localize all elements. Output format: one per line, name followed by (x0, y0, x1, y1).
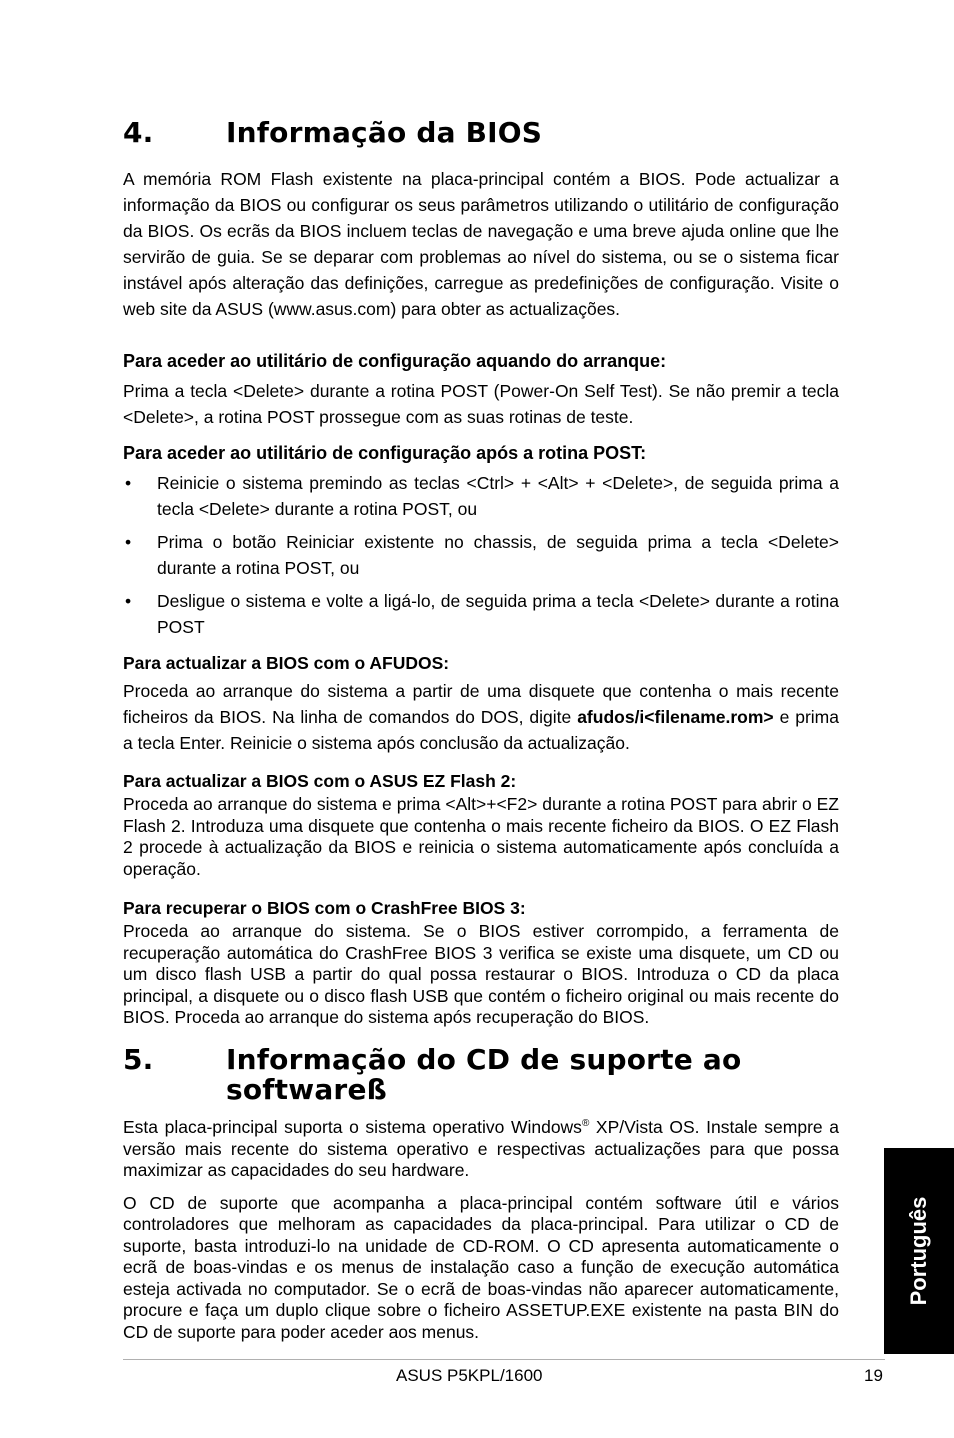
afudos-block (123, 650, 839, 756)
boot-block (123, 348, 839, 430)
section-5-number: 5. (123, 1043, 154, 1076)
page-number: 19 (864, 1366, 883, 1385)
para-2-text-end: existente na pasta BIN do CD de suporte para poder aceder aos menus. (123, 1300, 839, 1342)
afudos-text-start: Proceda ao arranque do sistema a partir de uma disquete que contenha o mais recente ficheiros da BIOS. Na linha de comandos do DOS, digite (123, 681, 839, 727)
ezflash-heading: Para actualizar a BIOS com o ASUS EZ Flash 2: (123, 771, 517, 791)
boot-heading: Para aceder ao utilitário de configuração aquando do arranque: (123, 351, 667, 371)
footer-model: ASUS P5KPL/1600 (396, 1366, 543, 1385)
list-item (123, 470, 839, 522)
afudos-heading: Para actualizar a BIOS com o AFUDOS: (123, 653, 450, 673)
section-5-para-1 (123, 1117, 839, 1182)
section-4-title: Informação da BIOS (226, 116, 543, 149)
section-4-number: 4. (123, 116, 154, 149)
section-5-title: Informação do CD de suporte ao softwareß (226, 1043, 742, 1106)
list-item-text: Desligue o sistema e volte a ligá-lo, de seguida prima a tecla <Delete> durante a rotina POST (157, 591, 839, 637)
ezflash-block (123, 768, 839, 880)
list-item-text: Reinicie o sistema premindo as teclas <Ctrl> + <Alt> + <Delete>, de seguida prima a tecla <Delete> durante a rotina POST, ou (157, 473, 839, 519)
list-item (123, 588, 839, 640)
post-block (123, 440, 839, 640)
language-tab (884, 1148, 954, 1354)
section-5-para-2 (123, 1193, 839, 1344)
section-4-intro: A memória ROM Flash existente na placa-principal contém a BIOS. Pode actualizar a informação da BIOS ou configurar os seus parâmetros utilizando o utilitário de configuração da BIOS. Os ecrãs da BIOS incluem teclas de navegação e uma breve ajuda online que lhe servirão de guia. Se se deparar com problemas ao nível do sistema, ou se o sistema ficar instável após alteração das definições, carregue as predefinições de configuração. Visite o web site da ASUS (www.asus.com) para obter as actualizações. (123, 169, 839, 319)
language-tab-label: Português (906, 1196, 931, 1306)
boot-text: Prima a tecla <Delete> durante a rotina POST (Power-On Self Test). Se não premir a tecla <Delete>, a rotina POST prossegue com as suas rotinas de teste. (123, 381, 839, 427)
crashfree-block (123, 895, 839, 1029)
bullet: • (125, 591, 132, 611)
registered-mark: ® (581, 1118, 590, 1130)
setup-file-name: ASSETUP.EXE (505, 1300, 626, 1320)
section-4-heading (123, 118, 826, 148)
list-item-text: Prima o botão Reiniciar existente no chassis, de seguida prima a tecla <Delete> durante a rotina POST, ou (157, 532, 839, 578)
section-5-heading (123, 1045, 826, 1105)
list-item (123, 529, 839, 581)
post-heading: Para aceder ao utilitário de configuração após a rotina POST: (123, 443, 647, 463)
post-list (123, 470, 839, 640)
bullet: • (125, 473, 132, 493)
para-1-text-start: Esta placa-principal suporta o sistema operativo Windows (123, 1117, 582, 1137)
section-5-body (123, 1117, 839, 1343)
para-1-text-end: XP/Vista OS. Instale sempre a versão mais recente do sistema operativo e respectivas actualizações para que possa maximizar as capacidades do seu hardware. (123, 1117, 839, 1180)
para-2-text-start: O CD de suporte que acompanha a placa-principal contém software útil e vários controladores que melhoram as capacidades da placa-principal. Para utilizar o CD de suporte, basta introduzi-lo na unidade de CD-ROM. O CD apresenta automaticamente o ecrã de boas-vindas e os menus de instalação caso a função de execução automática esteja activada no computador. Se o ecrã de boas-vindas não aparecer automaticamente, procure e faça um duplo clique sobre o ficheiro (123, 1192, 839, 1320)
afudos-command: afudos/i<filename.rom> (577, 707, 774, 727)
crashfree-heading: Para recuperar o BIOS com o CrashFree BIOS 3: (123, 898, 526, 918)
afudos-text-end: e prima a tecla Enter. Reinicie o sistema após conclusão da actualização. (123, 707, 839, 753)
crashfree-text: Proceda ao arranque do sistema. Se o BIOS estiver corrompido, a ferramenta de recuperação automática do CrashFree BIOS 3 verifica se existe uma disquete, um CD ou um disco flash USB a partir do qual possa restaurar o BIOS. Introduza o CD da placa principal, a disquete ou o disco flash USB que contém o ficheiro original ou mais recente do BIOS. Proceda ao arranque do sistema após recuperação do BIOS. (123, 921, 839, 1027)
footer-divider (123, 1359, 885, 1360)
section-4-intro-block (123, 166, 839, 322)
bullet: • (125, 532, 132, 552)
afudos-text (123, 678, 839, 756)
ezflash-text: Proceda ao arranque do sistema e prima <Alt>+<F2> durante a rotina POST para abrir o EZ Flash 2. Introduza uma disquete que contenha o mais recente ficheiro da BIOS. O EZ Flash 2 procede à actualização da BIOS e reinicia o sistema automaticamente após concluída a operação. (123, 794, 839, 879)
